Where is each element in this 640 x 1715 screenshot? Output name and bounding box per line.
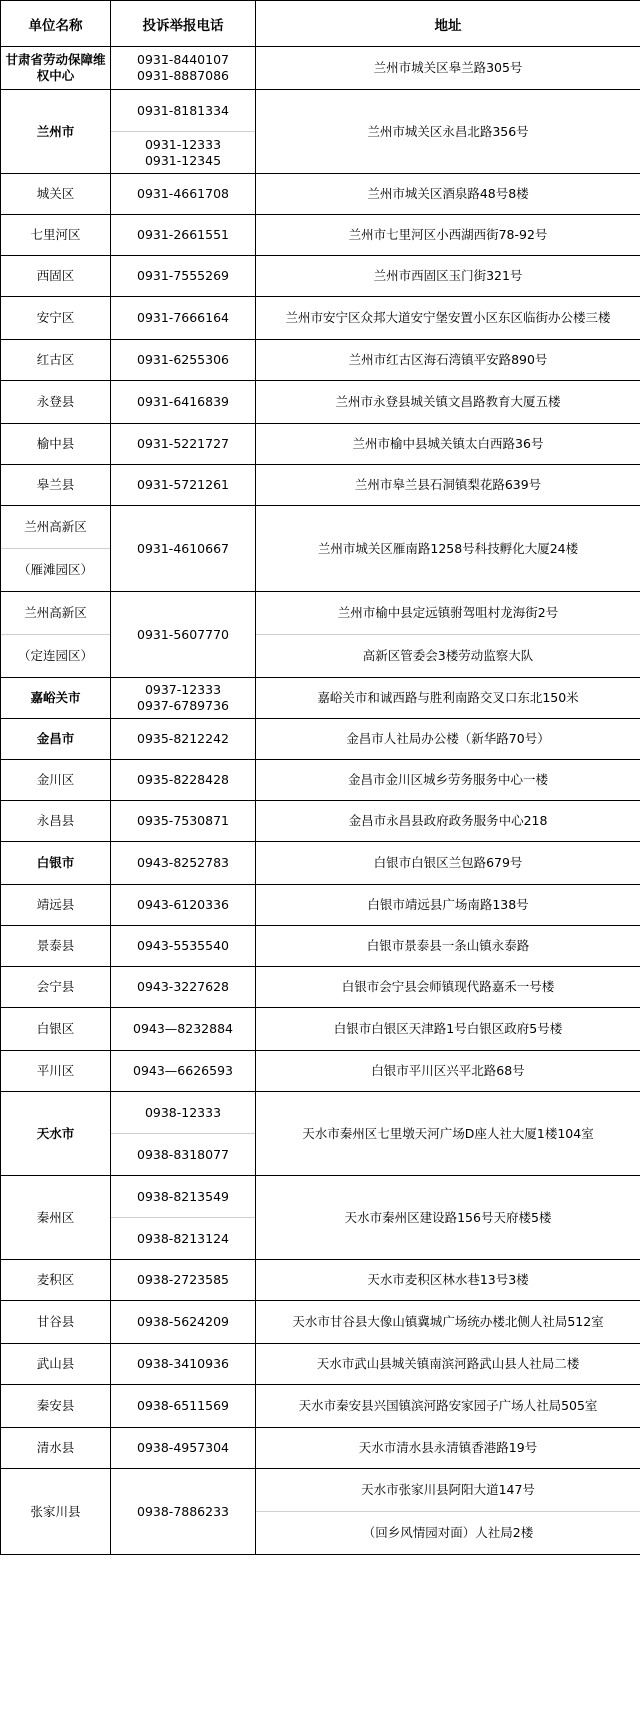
phone-cell bbox=[111, 174, 256, 215]
phone-number: 0938-12333 bbox=[144, 1104, 222, 1120]
table-row bbox=[1, 1344, 640, 1385]
phone-cell bbox=[111, 1051, 256, 1092]
unit-name-cell bbox=[1, 1301, 111, 1344]
phone-number: 0938-6511569 bbox=[137, 1398, 229, 1413]
unit-name: 靖远县 bbox=[36, 897, 75, 912]
phone-number: 0935-8228428 bbox=[137, 772, 229, 787]
phone-number: 0931-8181334 bbox=[137, 102, 229, 118]
address-cell bbox=[256, 1344, 640, 1385]
unit-name: 永登县 bbox=[36, 394, 75, 409]
phone-number: 0931-5721261 bbox=[137, 477, 229, 492]
unit-name: 兰州市 bbox=[36, 123, 75, 139]
phone-number: 0938-2723585 bbox=[137, 1272, 229, 1287]
unit-name: 甘肃省劳动保障维权中心 bbox=[5, 52, 106, 83]
address-text: 白银市景泰县一条山镇永泰路 bbox=[366, 938, 530, 953]
unit-name-cell bbox=[1, 47, 111, 90]
table-row bbox=[1, 256, 640, 297]
table-row bbox=[1, 1176, 640, 1260]
unit-name-cell bbox=[1, 1428, 111, 1469]
unit-name-cell bbox=[1, 719, 111, 760]
address-cell bbox=[256, 47, 640, 90]
table-row bbox=[1, 967, 640, 1008]
address-text: 兰州市城关区皋兰路305号 bbox=[373, 60, 523, 75]
phone-cell bbox=[111, 719, 256, 760]
address-text: 天水市秦安县兴国镇滨河路安家园子广场人社局505室 bbox=[298, 1398, 598, 1413]
unit-name-cell bbox=[1, 1385, 111, 1428]
unit-name: 平川区 bbox=[36, 1063, 75, 1078]
address-text: 天水市秦州区七里墩天河广场D座人社大厦1楼104室 bbox=[302, 1125, 594, 1141]
address-text: 白银市平川区兴平北路68号 bbox=[371, 1063, 525, 1078]
unit-name: 城关区 bbox=[36, 186, 75, 201]
phone-number: 0943-8252783 bbox=[137, 855, 229, 870]
unit-name-cell bbox=[1, 678, 111, 719]
unit-name: 甘谷县 bbox=[36, 1314, 75, 1329]
phone-number: 0931-12333 bbox=[144, 136, 222, 152]
phone-cell bbox=[111, 678, 256, 719]
address-cell bbox=[256, 381, 640, 424]
phone-cell bbox=[111, 424, 256, 465]
unit-name-cell bbox=[1, 297, 111, 340]
unit-name: 天水市 bbox=[36, 1125, 75, 1141]
unit-name-cell bbox=[1, 967, 111, 1008]
address-text: 高新区管委会3楼劳动监察大队 bbox=[362, 648, 534, 663]
unit-name: 秦安县 bbox=[36, 1398, 75, 1413]
address-text: 兰州市城关区雁南路1258号科技孵化大厦24楼 bbox=[317, 540, 579, 556]
address-cell bbox=[256, 885, 640, 926]
table-row bbox=[1, 1260, 640, 1301]
address-cell bbox=[256, 256, 640, 297]
header-phone: 投诉举报电话 bbox=[111, 1, 256, 47]
phone-cell bbox=[111, 297, 256, 340]
table-row bbox=[1, 1385, 640, 1428]
unit-name-cell bbox=[1, 760, 111, 801]
phone-cell bbox=[111, 47, 256, 90]
address-text: 兰州市城关区酒泉路48号8楼 bbox=[367, 186, 529, 201]
phone-cell bbox=[111, 1260, 256, 1301]
address-cell bbox=[256, 1428, 640, 1469]
unit-name: 兰州高新区 bbox=[24, 519, 87, 534]
address-cell bbox=[256, 842, 640, 885]
phone-number: 0931-4610667 bbox=[137, 540, 229, 556]
address-text: 金昌市永昌县政府政务服务中心218 bbox=[348, 813, 548, 828]
phone-number: 0931-2661551 bbox=[137, 227, 229, 242]
table-row bbox=[1, 926, 640, 967]
phone-number: 0935-7530871 bbox=[137, 813, 229, 828]
unit-name-cell bbox=[1, 926, 111, 967]
address-text: 兰州市榆中县城关镇太白西路36号 bbox=[352, 436, 544, 451]
table-row bbox=[1, 297, 640, 340]
unit-name: 张家川县 bbox=[30, 1503, 81, 1519]
phone-number: 0931-5221727 bbox=[137, 436, 229, 451]
unit-name: 清水县 bbox=[36, 1440, 75, 1455]
unit-name: 嘉峪关市 bbox=[30, 690, 81, 705]
header-address: 地址 bbox=[256, 1, 640, 47]
address-text: 天水市麦积区林水巷13号3楼 bbox=[367, 1272, 529, 1287]
table-row bbox=[1, 215, 640, 256]
table-row bbox=[1, 90, 640, 174]
phone-cell bbox=[111, 1301, 256, 1344]
unit-name-cell bbox=[1, 1469, 111, 1555]
table-row bbox=[1, 842, 640, 885]
address-text: 兰州市永登县城关镇文昌路教育大厦五楼 bbox=[335, 394, 561, 409]
unit-name: 红古区 bbox=[36, 352, 75, 367]
phone-number: 0935-8212242 bbox=[137, 731, 229, 746]
phone-cell bbox=[111, 1385, 256, 1428]
table-row bbox=[1, 885, 640, 926]
address-cell bbox=[256, 465, 640, 506]
table-row bbox=[1, 1051, 640, 1092]
address-cell bbox=[256, 1092, 640, 1176]
address-text: （回乡风情园对面）人社局2楼 bbox=[362, 1525, 534, 1540]
address-text: 金昌市金川区城乡劳务服务中心一楼 bbox=[347, 772, 548, 787]
address-text: 兰州市城关区永昌北路356号 bbox=[367, 123, 529, 139]
phone-cell bbox=[111, 1428, 256, 1469]
phone-number: 0931-7555269 bbox=[137, 268, 229, 283]
table-row bbox=[1, 1301, 640, 1344]
table-body bbox=[1, 47, 640, 1555]
unit-name: 西固区 bbox=[36, 268, 75, 283]
phone-number: 0938-8318077 bbox=[137, 1146, 229, 1162]
phone-cell bbox=[111, 1008, 256, 1051]
phone-cell bbox=[111, 340, 256, 381]
table-row bbox=[1, 719, 640, 760]
unit-name-cell bbox=[1, 465, 111, 506]
table-row bbox=[1, 465, 640, 506]
phone-cell bbox=[111, 926, 256, 967]
phone-number: 0931-8887086 bbox=[137, 68, 229, 83]
header-row bbox=[1, 1, 640, 47]
unit-name-cell bbox=[1, 885, 111, 926]
unit-name-cell bbox=[1, 506, 111, 592]
phone-cell bbox=[111, 215, 256, 256]
phone-cell bbox=[111, 1469, 256, 1555]
table-row bbox=[1, 678, 640, 719]
unit-name-sub: （雁滩园区） bbox=[17, 562, 93, 577]
unit-name-cell bbox=[1, 842, 111, 885]
phone-number: 0938-7886233 bbox=[137, 1503, 229, 1519]
address-text: 白银市白银区兰包路679号 bbox=[373, 855, 523, 870]
unit-name-cell bbox=[1, 340, 111, 381]
phone-number: 0937-12333 bbox=[144, 682, 222, 697]
address-text: 天水市张家川县阿阳大道147号 bbox=[361, 1482, 535, 1497]
table-row bbox=[1, 592, 640, 678]
phone-cell bbox=[111, 465, 256, 506]
table-row bbox=[1, 47, 640, 90]
unit-name-cell bbox=[1, 1092, 111, 1176]
table-row bbox=[1, 174, 640, 215]
unit-name: 皋兰县 bbox=[36, 477, 75, 492]
address-cell bbox=[256, 1176, 640, 1260]
phone-number: 0931-4661708 bbox=[137, 186, 229, 201]
table-row bbox=[1, 424, 640, 465]
unit-name: 武山县 bbox=[36, 1356, 75, 1371]
address-text: 兰州市西固区玉门街321号 bbox=[373, 268, 523, 283]
address-cell bbox=[256, 592, 640, 678]
unit-name: 榆中县 bbox=[36, 436, 75, 451]
phone-number: 0931-5607770 bbox=[137, 626, 229, 642]
phone-cell bbox=[111, 801, 256, 842]
phone-number: 0937-6789736 bbox=[137, 698, 229, 713]
unit-name-cell bbox=[1, 424, 111, 465]
address-cell bbox=[256, 297, 640, 340]
unit-name-cell bbox=[1, 174, 111, 215]
address-text: 兰州市榆中县定远镇驸驾咀村龙海街2号 bbox=[337, 605, 559, 620]
unit-name-cell bbox=[1, 1051, 111, 1092]
address-cell bbox=[256, 90, 640, 174]
phone-cell bbox=[111, 381, 256, 424]
phone-number: 0943-6120336 bbox=[137, 897, 229, 912]
phone-number: 0931-8440107 bbox=[137, 52, 229, 67]
unit-name-cell bbox=[1, 1260, 111, 1301]
unit-name: 白银市 bbox=[36, 855, 75, 870]
phone-number: 0931-6416839 bbox=[137, 394, 229, 409]
address-cell bbox=[256, 926, 640, 967]
address-cell bbox=[256, 801, 640, 842]
table-row bbox=[1, 1092, 640, 1176]
phone-number: 0931-6255306 bbox=[137, 352, 229, 367]
address-text: 兰州市皋兰县石洞镇梨花路639号 bbox=[354, 477, 542, 492]
address-cell bbox=[256, 506, 640, 592]
address-cell bbox=[256, 1385, 640, 1428]
unit-name: 麦积区 bbox=[36, 1272, 75, 1287]
unit-name: 会宁县 bbox=[36, 979, 75, 994]
address-cell bbox=[256, 1301, 640, 1344]
address-text: 金昌市人社局办公楼（新华路70号） bbox=[346, 731, 550, 746]
address-cell bbox=[256, 1008, 640, 1051]
phone-cell bbox=[111, 842, 256, 885]
phone-cell bbox=[111, 760, 256, 801]
address-cell bbox=[256, 678, 640, 719]
phone-number: 0943—6626593 bbox=[133, 1063, 233, 1078]
phone-cell bbox=[111, 592, 256, 678]
unit-name: 金昌市 bbox=[36, 731, 75, 746]
address-text: 天水市清水县永清镇香港路19号 bbox=[358, 1440, 538, 1455]
phone-number: 0931-12345 bbox=[144, 152, 222, 168]
phone-number: 0943—8232884 bbox=[133, 1021, 233, 1036]
unit-name-cell bbox=[1, 1344, 111, 1385]
phone-cell bbox=[111, 256, 256, 297]
unit-name-cell bbox=[1, 215, 111, 256]
unit-name-cell bbox=[1, 1176, 111, 1260]
address-text: 白银市会宁县会师镇现代路嘉禾一号楼 bbox=[341, 979, 555, 994]
address-cell bbox=[256, 760, 640, 801]
address-text: 嘉峪关市和诚西路与胜利南路交叉口东北150米 bbox=[317, 690, 579, 705]
address-text: 白银市白银区天津路1号白银区政府5号楼 bbox=[333, 1021, 563, 1036]
address-text: 天水市甘谷县大像山镇冀城广场统办楼北侧人社局512室 bbox=[292, 1314, 604, 1329]
unit-name-cell bbox=[1, 1008, 111, 1051]
address-cell bbox=[256, 340, 640, 381]
unit-name: 金川区 bbox=[36, 772, 75, 787]
address-cell bbox=[256, 1469, 640, 1555]
table-row bbox=[1, 760, 640, 801]
phone-number: 0938-3410936 bbox=[137, 1356, 229, 1371]
unit-name: 景泰县 bbox=[36, 938, 75, 953]
phone-number: 0938-4957304 bbox=[137, 1440, 229, 1455]
table-row bbox=[1, 1469, 640, 1555]
address-cell bbox=[256, 1051, 640, 1092]
table-row bbox=[1, 1008, 640, 1051]
address-text: 白银市靖远县广场南路138号 bbox=[367, 897, 529, 912]
header-unit-name: 单位名称 bbox=[1, 1, 111, 47]
phone-cell bbox=[111, 506, 256, 592]
address-cell bbox=[256, 424, 640, 465]
phone-cell bbox=[111, 1092, 256, 1176]
phone-number: 0938-8213549 bbox=[137, 1188, 229, 1204]
unit-name-cell bbox=[1, 801, 111, 842]
table-row bbox=[1, 1428, 640, 1469]
address-text: 兰州市安宁区众邦大道安宁堡安置小区东区临街办公楼三楼 bbox=[285, 310, 611, 325]
unit-name-cell bbox=[1, 592, 111, 678]
address-cell bbox=[256, 215, 640, 256]
phone-number: 0943-3227628 bbox=[137, 979, 229, 994]
address-text: 兰州市七里河区小西湖西街78-92号 bbox=[348, 227, 548, 242]
unit-name: 安宁区 bbox=[36, 310, 75, 325]
unit-name-cell bbox=[1, 381, 111, 424]
unit-name: 兰州高新区 bbox=[24, 605, 87, 620]
unit-name-cell bbox=[1, 90, 111, 174]
address-text: 天水市武山县城关镇南滨河路武山县人社局二楼 bbox=[316, 1356, 580, 1371]
phone-cell bbox=[111, 90, 256, 174]
table-row bbox=[1, 340, 640, 381]
table-row bbox=[1, 801, 640, 842]
address-cell bbox=[256, 174, 640, 215]
table-row bbox=[1, 381, 640, 424]
address-text: 兰州市红古区海石湾镇平安路890号 bbox=[348, 352, 548, 367]
address-cell bbox=[256, 1260, 640, 1301]
phone-number: 0931-7666164 bbox=[137, 310, 229, 325]
phone-number: 0938-5624209 bbox=[137, 1314, 229, 1329]
address-cell bbox=[256, 719, 640, 760]
unit-name: 白银区 bbox=[36, 1021, 75, 1036]
phone-cell bbox=[111, 1344, 256, 1385]
address-text: 天水市秦州区建设路156号天府楼5楼 bbox=[344, 1209, 552, 1225]
phone-cell bbox=[111, 1176, 256, 1260]
unit-name-sub: （定连园区） bbox=[17, 648, 93, 663]
address-cell bbox=[256, 967, 640, 1008]
unit-name: 七里河区 bbox=[30, 227, 81, 242]
unit-name: 永昌县 bbox=[36, 813, 75, 828]
table-row bbox=[1, 506, 640, 592]
unit-name: 秦州区 bbox=[36, 1209, 75, 1225]
phone-number: 0938-8213124 bbox=[137, 1230, 229, 1246]
unit-name-cell bbox=[1, 256, 111, 297]
phone-number: 0943-5535540 bbox=[137, 938, 229, 953]
phone-cell bbox=[111, 967, 256, 1008]
phone-cell bbox=[111, 885, 256, 926]
